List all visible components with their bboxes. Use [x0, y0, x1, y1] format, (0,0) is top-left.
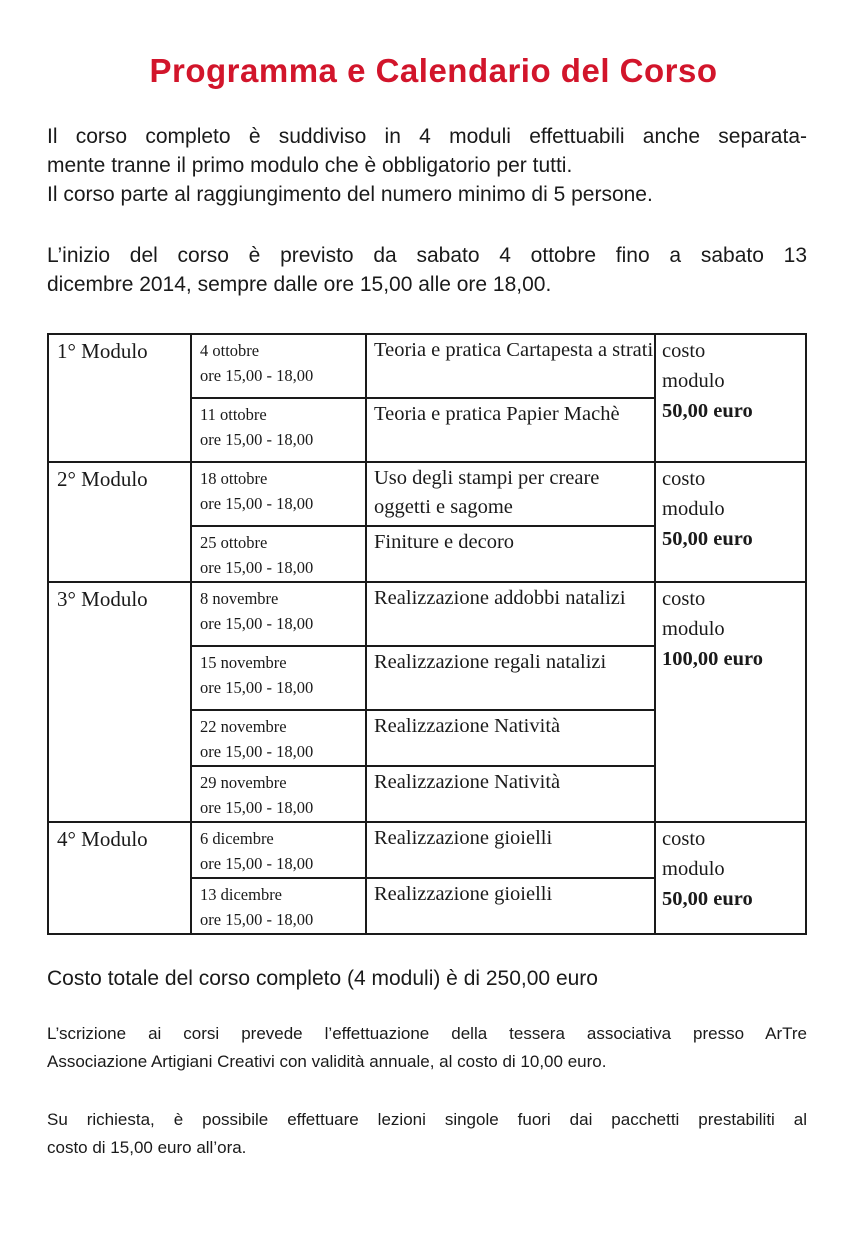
intro-line: L’inizio del corso è previsto da sabato 4 ottobre fino a sabato 13 — [47, 244, 807, 267]
cost-label: modulo — [662, 618, 725, 640]
lesson-date-cell — [191, 582, 366, 646]
lesson-time: ore 15,00 - 18,00 — [200, 494, 314, 513]
intro-line: dicembre 2014, sempre dalle ore 15,00 alle ore 18,00. — [47, 273, 552, 296]
cost-label: costo — [662, 828, 706, 850]
lesson-time: ore 15,00 - 18,00 — [200, 430, 314, 449]
lesson-topic: Realizzazione Natività — [366, 710, 655, 766]
intro-line: mente tranne il primo modulo che è obbligatorio per tutti. — [47, 154, 573, 177]
cost-amount: 50,00 euro — [662, 528, 753, 550]
lesson-time: ore 15,00 - 18,00 — [200, 742, 314, 761]
total-cost-text: Costo totale del corso completo (4 moduli) è di 250,00 euro — [47, 967, 598, 990]
table-row — [48, 334, 806, 398]
lesson-topic: Realizzazione gioielli — [366, 878, 655, 934]
table-row — [48, 822, 806, 878]
lesson-date: 25 ottobre — [200, 533, 268, 552]
cost-label: modulo — [662, 498, 725, 520]
lesson-date-cell — [191, 878, 366, 934]
lesson-time: ore 15,00 - 18,00 — [200, 614, 314, 633]
lesson-date-cell — [191, 398, 366, 462]
lesson-date: 29 novembre — [200, 773, 287, 792]
cost-label: modulo — [662, 858, 725, 880]
lesson-time: ore 15,00 - 18,00 — [200, 854, 314, 873]
table-row — [48, 582, 806, 646]
cost-label: costo — [662, 468, 706, 490]
lesson-topic: Realizzazione Natività — [366, 766, 655, 822]
lesson-date: 4 ottobre — [200, 341, 260, 360]
lesson-time: ore 15,00 - 18,00 — [200, 798, 314, 817]
lesson-topic: Teoria e pratica Papier Machè — [366, 398, 655, 462]
membership-line: Associazione Artigiani Creativi con validità annuale, al costo di 10,00 euro. — [47, 1052, 607, 1071]
cost-label: costo — [662, 340, 706, 362]
cost-amount: 50,00 euro — [662, 888, 753, 910]
lesson-topic: Realizzazione regali natalizi — [366, 646, 655, 710]
lesson-date: 13 dicembre — [200, 885, 283, 904]
lesson-date-cell — [191, 822, 366, 878]
lesson-date: 18 ottobre — [200, 469, 268, 488]
lesson-topic: Realizzazione addobbi natalizi — [366, 582, 655, 646]
page-title: Programma e Calendario del Corso — [149, 52, 718, 89]
lesson-date-cell — [191, 526, 366, 582]
module-cost — [655, 334, 806, 462]
lesson-topic: Realizzazione gioielli — [366, 822, 655, 878]
lesson-time: ore 15,00 - 18,00 — [200, 678, 314, 697]
module-cost — [655, 822, 806, 934]
schedule-body — [48, 334, 806, 934]
single-lessons-paragraph — [47, 1106, 807, 1162]
module-label: 4° Modulo — [48, 822, 191, 934]
table-row — [48, 462, 806, 526]
lesson-topic: Teoria e pratica Cartapesta a strati — [366, 334, 655, 398]
cost-label: costo — [662, 588, 706, 610]
intro-line: Il corso parte al raggiungimento del numero minimo di 5 persone. — [47, 183, 653, 206]
module-label: 2° Modulo — [48, 462, 191, 582]
lesson-date-cell — [191, 766, 366, 822]
lesson-date: 22 novembre — [200, 717, 287, 736]
intro-line: Il corso completo è suddiviso in 4 moduli effettuabili anche separata- — [47, 125, 807, 148]
intro-paragraph — [47, 122, 807, 209]
module-cost — [655, 462, 806, 582]
cost-label: modulo — [662, 370, 725, 392]
lesson-date-cell — [191, 334, 366, 398]
cost-amount: 100,00 euro — [662, 648, 763, 670]
cost-amount: 50,00 euro — [662, 400, 753, 422]
single-lessons-line: costo di 15,00 euro all’ora. — [47, 1138, 247, 1157]
lesson-time: ore 15,00 - 18,00 — [200, 366, 314, 385]
lesson-date: 8 novembre — [200, 589, 279, 608]
schedule-table — [47, 333, 807, 935]
lesson-topic: Uso degli stampi per creare oggetti e sagome — [366, 462, 655, 526]
lesson-date-cell — [191, 646, 366, 710]
module-label: 3° Modulo — [48, 582, 191, 822]
single-lessons-line: Su richiesta, è possibile effettuare lezioni singole fuori dai pacchetti prestabiliti al — [47, 1110, 807, 1129]
lesson-date: 6 dicembre — [200, 829, 274, 848]
lesson-date-cell — [191, 710, 366, 766]
lesson-topic: Finiture e decoro — [366, 526, 655, 582]
lesson-time: ore 15,00 - 18,00 — [200, 558, 314, 577]
membership-line: L’scrizione ai corsi prevede l’effettuazione della tessera associativa presso ArTre — [47, 1024, 807, 1043]
membership-paragraph — [47, 1020, 807, 1076]
lesson-date: 15 novembre — [200, 653, 287, 672]
lesson-date: 11 ottobre — [200, 405, 267, 424]
module-label: 1° Modulo — [48, 334, 191, 462]
lesson-time: ore 15,00 - 18,00 — [200, 910, 314, 929]
dates-paragraph — [47, 241, 807, 299]
module-cost — [655, 582, 806, 822]
lesson-date-cell — [191, 462, 366, 526]
